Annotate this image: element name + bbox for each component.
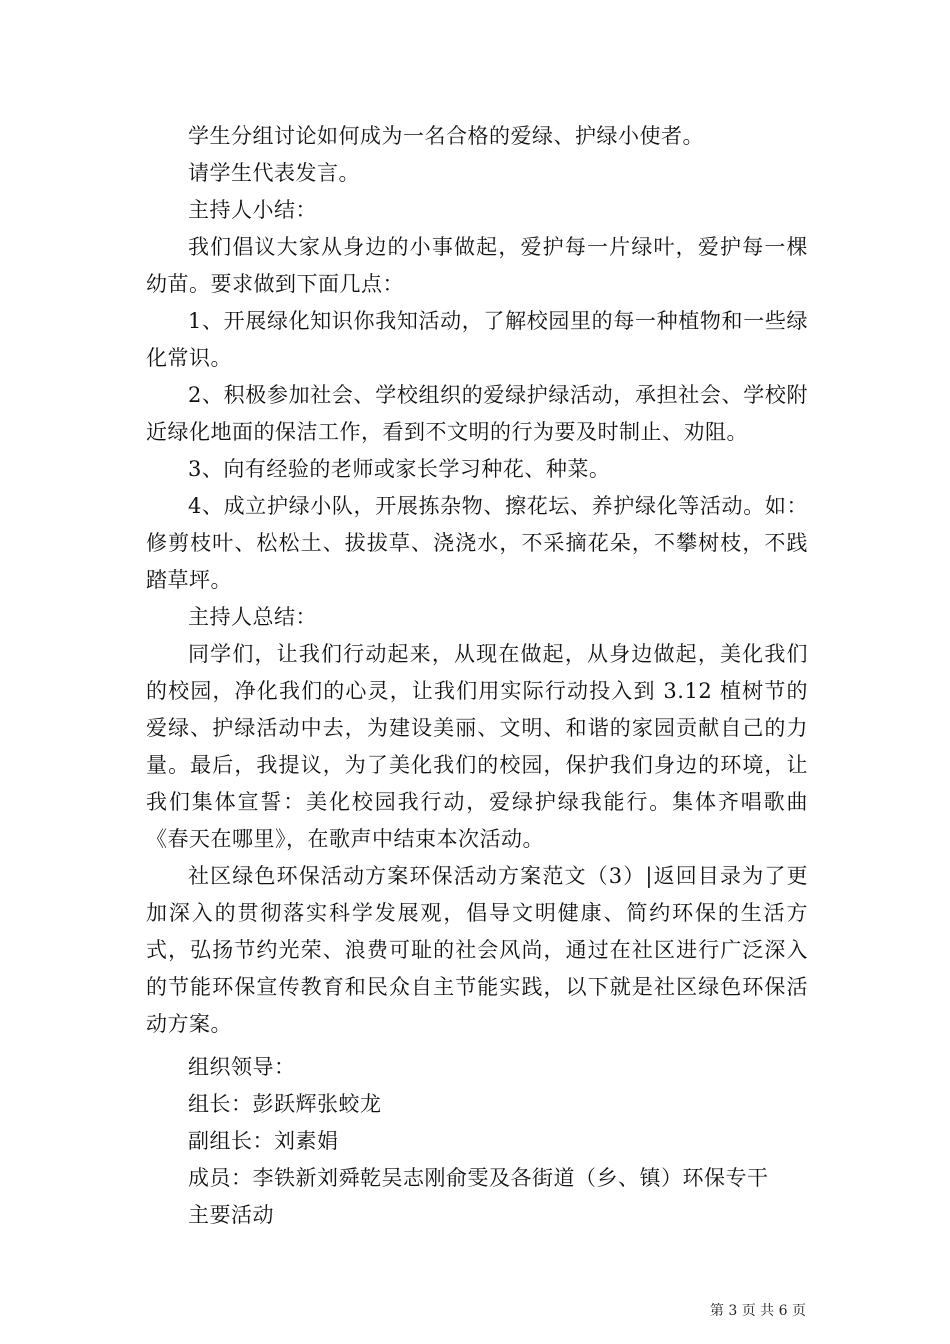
paragraph-leader: 组长：彭跃辉张蛟龙 bbox=[188, 1092, 382, 1116]
paragraph-community-plan: 社区绿色环保活动方案环保活动方案范文（3）|返回目录为了更加深入的贯彻落实科学发展观，倡导文明健康、简约环保的生活方式，弘扬节约光荣、浪费可耻的社会风尚，通过在社区进行广泛深入的节能环保宣传教育和民众自主节能实践，以下就是社区绿色环保活动方案。 bbox=[146, 864, 808, 1036]
paragraph-main-activities: 主要活动 bbox=[188, 1203, 274, 1227]
paragraph-initiative: 我们倡议大家从身边的小事做起，爱护每一片绿叶，爱护每一棵幼苗。要求做到下面几点： bbox=[146, 235, 808, 296]
paragraph-host-summary-heading: 主持人小结： bbox=[188, 198, 317, 222]
paragraph-point-4: 4、成立护绿小队，开展拣杂物、擦花坛、养护绿化等活动。如：修剪枝叶、松松土、拔拔草、浇浇水，不采摘花朵，不攀树枝，不践踏草坪。 bbox=[146, 494, 808, 592]
paragraph-student-speech: 请学生代表发言。 bbox=[188, 161, 360, 185]
paragraph-host-conclusion-heading: 主持人总结： bbox=[188, 605, 317, 629]
paragraph-point-2: 2、积极参加社会、学校组织的爱绿护绿活动，承担社会、学校附近绿化地面的保洁工作，看到不文明的行为要及时制止、劝阻。 bbox=[146, 383, 808, 444]
document-body bbox=[146, 118, 808, 1234]
paragraph-point-3: 3、向有经验的老师或家长学习种花、种菜。 bbox=[188, 457, 611, 481]
paragraph-point-1: 1、开展绿化知识你我知活动，了解校园里的每一种植物和一些绿化常识。 bbox=[146, 309, 808, 370]
paragraph-conclusion: 同学们，让我们行动起来，从现在做起，从身边做起，美化我们的校园，净化我们的心灵，让我们用实际行动投入到 3.12 植树节的爱绿、护绿活动中去，为建设美丽、文明、和谐的家园贡献自己的力量。最后，我提议，为了美化我们的校园，保护我们身边的环境，让我们集体宣誓：美化校园我行动，爱绿护绿我能行。集体齐唱歌曲《春天在哪里》，在歌声中结束本次活动。 bbox=[146, 642, 808, 851]
paragraph-discussion: 学生分组讨论如何成为一名合格的爱绿、护绿小使者。 bbox=[188, 124, 704, 148]
paragraph-members: 成员：李铁新刘舜乾吴志刚俞雯及各街道（乡、镇）环保专干 bbox=[188, 1166, 769, 1190]
paragraph-deputy-leader: 副组长：刘素娟 bbox=[188, 1129, 339, 1153]
paragraph-organization-heading: 组织领导： bbox=[188, 1055, 296, 1079]
page-number: 第 3 页 共 6 页 bbox=[709, 1303, 806, 1319]
